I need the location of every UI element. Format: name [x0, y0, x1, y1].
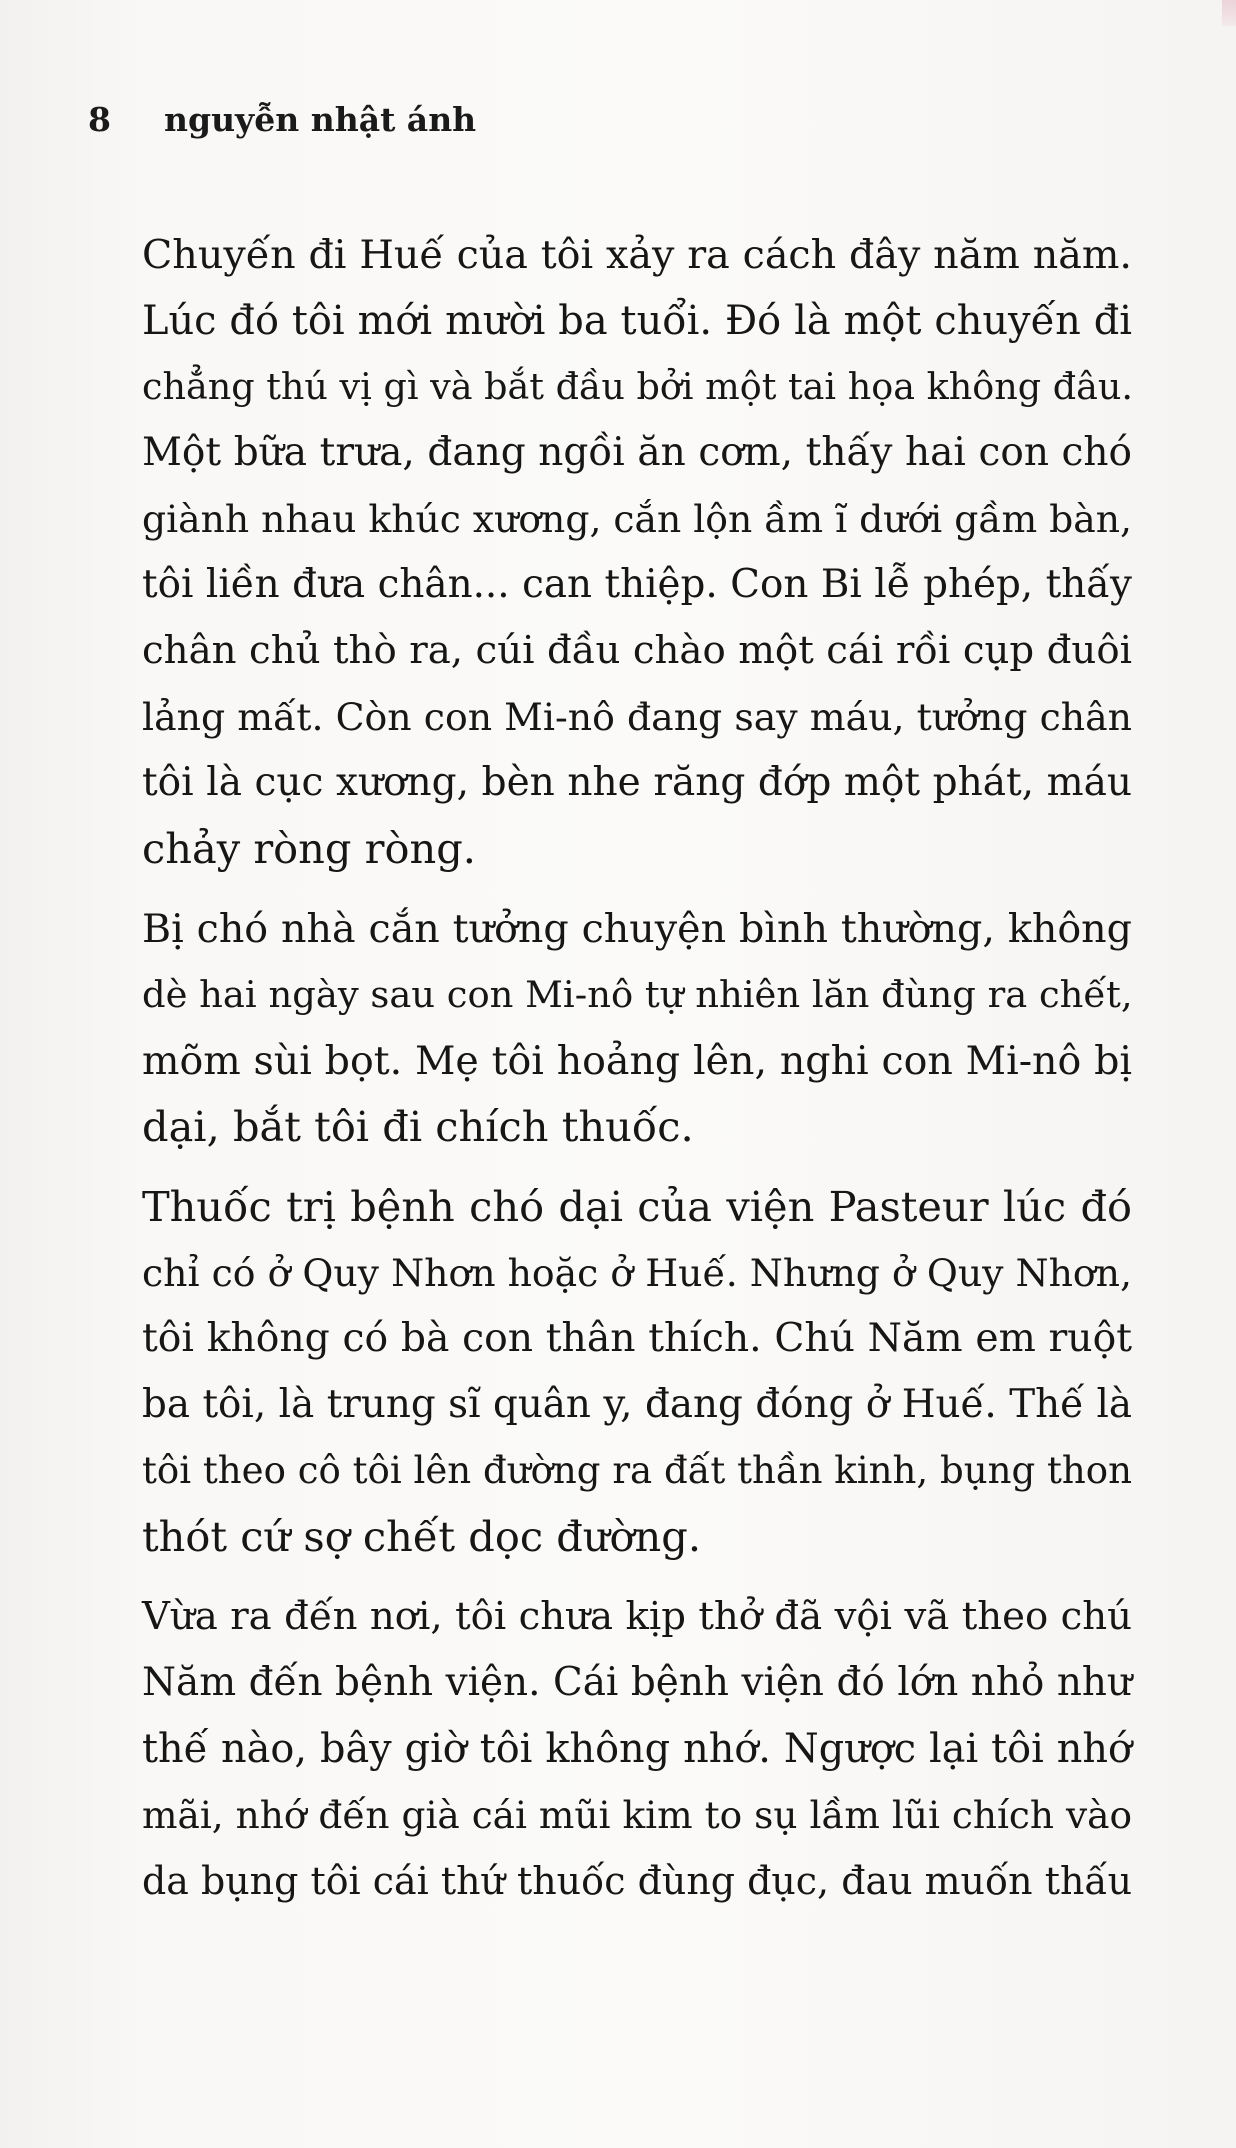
text-line: thót cứ sợ chết dọc đường.	[142, 1512, 702, 1561]
paragraph	[88, 896, 1132, 1160]
text-line: ba tôi, là trung sĩ quân y, đang đóng ở Huế. Thế là	[142, 1382, 1132, 1427]
paragraph	[88, 1584, 1132, 1914]
text-line: chẳng thú vị gì và bắt đầu bởi một tai họa không đâu.	[142, 365, 1133, 408]
text-line: dại, bắt tôi đi chích thuốc.	[142, 1102, 694, 1151]
text-line: chỉ có ở Quy Nhơn hoặc ở Huế. Nhưng ở Quy Nhơn,	[142, 1251, 1132, 1295]
text-line: tôi liền đưa chân... can thiệp. Con Bi lễ phép, thấy	[142, 562, 1132, 607]
text-line: mõm sùi bọt. Mẹ tôi hoảng lên, nghi con Mi-nô bị	[142, 1038, 1132, 1084]
author-name: nguyễn nhật ánh	[164, 100, 477, 139]
text-line: Năm đến bệnh viện. Cái bệnh viện đó lớn nhỏ như	[142, 1660, 1132, 1705]
text-line: mãi, nhớ đến già cái mũi kim to sụ lầm lũi chích vào	[142, 1793, 1132, 1837]
page-edge-mark	[1222, 0, 1236, 26]
text-line: Vừa ra đến nơi, tôi chưa kịp thở đã vội vã theo chú	[142, 1594, 1132, 1639]
body-text	[88, 222, 1132, 1928]
text-line: tôi là cục xương, bèn nhe răng đớp một phát, máu	[142, 760, 1132, 805]
text-line: Thuốc trị bệnh chó dại của viện Pasteur lúc đó	[142, 1182, 1132, 1231]
paragraph	[88, 222, 1132, 882]
text-line: tôi không có bà con thân thích. Chú Năm em ruột	[142, 1316, 1132, 1361]
text-line: chân chủ thò ra, cúi đầu chào một cái rồi cụp đuôi	[142, 628, 1132, 673]
text-line: dè hai ngày sau con Mi-nô tự nhiên lăn đùng ra chết,	[142, 973, 1133, 1016]
text-line: da bụng tôi cái thứ thuốc đùng đục, đau muốn thấu	[142, 1859, 1132, 1903]
text-line: thế nào, bây giờ tôi không nhớ. Ngược lại tôi nhớ	[142, 1726, 1132, 1772]
text-line: giành nhau khúc xương, cắn lộn ầm ĩ dưới gầm bàn,	[142, 497, 1132, 541]
text-line: chảy ròng ròng.	[142, 824, 476, 873]
text-line: Chuyến đi Huế của tôi xảy ra cách đây năm năm.	[142, 232, 1132, 278]
paragraph	[88, 1174, 1132, 1570]
text-line: lảng mất. Còn con Mi-nô đang say máu, tưởng chân	[142, 695, 1132, 739]
running-head	[88, 100, 476, 139]
text-line: Lúc đó tôi mới mười ba tuổi. Đó là một chuyến đi	[142, 298, 1132, 344]
text-line: tôi theo cô tôi lên đường ra đất thần kinh, bụng thon	[142, 1449, 1132, 1492]
text-line: Bị chó nhà cắn tưởng chuyện bình thường, không	[142, 906, 1132, 952]
page-number: 8	[88, 100, 111, 139]
text-line: Một bữa trưa, đang ngồi ăn cơm, thấy hai con chó	[142, 430, 1132, 475]
